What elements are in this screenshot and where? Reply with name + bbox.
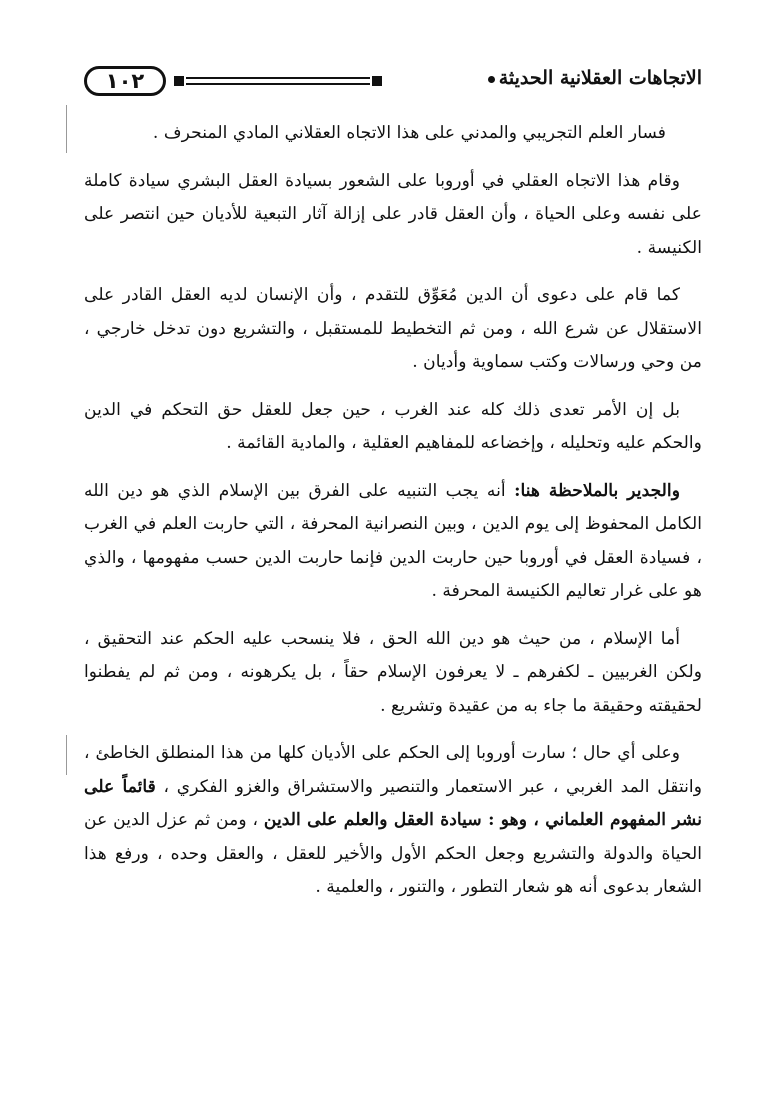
header-square-ornament bbox=[372, 76, 382, 86]
paragraph-text: ، ومن ثم عزل الدين عن الحياة والدولة والتشريع وجعل الحكم الأول والأخير للعقل ، والعقل وحده ، ورفع هذا الشعار بدعوى أنه هو شعار التطور ، والتنور ، والعلمية . bbox=[84, 810, 702, 897]
paragraph: فسار العلم التجريبي والمدني على هذا الاتجاه العقلاني المادي المنحرف . bbox=[152, 123, 666, 143]
page-header bbox=[84, 66, 702, 100]
body-text bbox=[84, 117, 702, 919]
page-number-badge bbox=[84, 66, 166, 96]
running-title bbox=[386, 67, 702, 89]
paragraph: أما الإسلام ، من حيث هو دين الله الحق ، فلا ينسحب عليه الحكم عند التحقيق ، ولكن الغربيين ـ لكفرهم ـ لا يعرفون الإسلام حقاً ، بل يكرهونه ، ومن ثم لم يفطنوا لحقيقته وحقيقة ما جاء به من عقيدة وتشريع . bbox=[84, 628, 702, 716]
paragraph-text: وعلى أي حال ؛ سارت أوروبا إلى الحكم على الأديان كلها من هذا المنطلق الخاطئ ، وانتقل المد الغربي ، عبر الاستعمار والتنصير والاستشراق والغزو الفكري ، bbox=[84, 743, 702, 797]
header-double-rule bbox=[186, 77, 370, 85]
page-edge-line bbox=[66, 735, 67, 775]
title-dot-ornament bbox=[488, 76, 495, 83]
header-square-ornament bbox=[174, 76, 184, 86]
paragraph: بل إن الأمر تعدى ذلك كله عند الغرب ، حين جعل للعقل حق التحكم في الدين والحكم عليه وتحليله ، وإخضاعه للمفاهيم العقلية ، والمادية القائمة . bbox=[84, 399, 702, 453]
bold-lead-phrase: والجدير بالملاحظة هنا: bbox=[514, 480, 680, 501]
paragraph bbox=[84, 737, 702, 905]
page-number: ١٠٢ bbox=[105, 69, 145, 93]
paragraph bbox=[84, 475, 702, 609]
paragraph: كما قام على دعوى أن الدين مُعَوِّق للتقدم ، وأن الإنسان لديه العقل القادر على الاستقلال عن شرع الله ، ومن ثم التخطيط للمستقبل ، والتشريع دون تدخل خارجي ، من وحي ورسالات وكتب سماوية وأديان . bbox=[84, 285, 702, 372]
paragraph-text: أنه يجب التنبيه على الفرق بين الإسلام الذي هو دين الله الكامل المحفوظ إلى يوم الدين ، وبين النصرانية المحرفة ، التي حاربت العلم في الغرب ، فسيادة العقل في أوروبا حين حاربت الدين فإنما حاربت الدين حسب مفهومها ، والذي هو على غرار تعاليم الكنيسة المحرفة . bbox=[84, 480, 702, 601]
page-edge-line bbox=[66, 105, 67, 153]
paragraph: وقام هذا الاتجاه العقلي في أوروبا على الشعور بسيادة العقل البشري سيادة كاملة على نفسه وعلى الحياة ، وأن العقل قادر على إزالة آثار التبعية للأديان حين انتصر على الكنيسة . bbox=[84, 170, 702, 258]
bold-phrase: قائماً على نشر المفهوم العلماني ، وهو : سيادة العقل والعلم على الدين bbox=[84, 776, 702, 830]
running-title-text: الاتجاهات العقلانية الحديثة bbox=[498, 67, 702, 89]
